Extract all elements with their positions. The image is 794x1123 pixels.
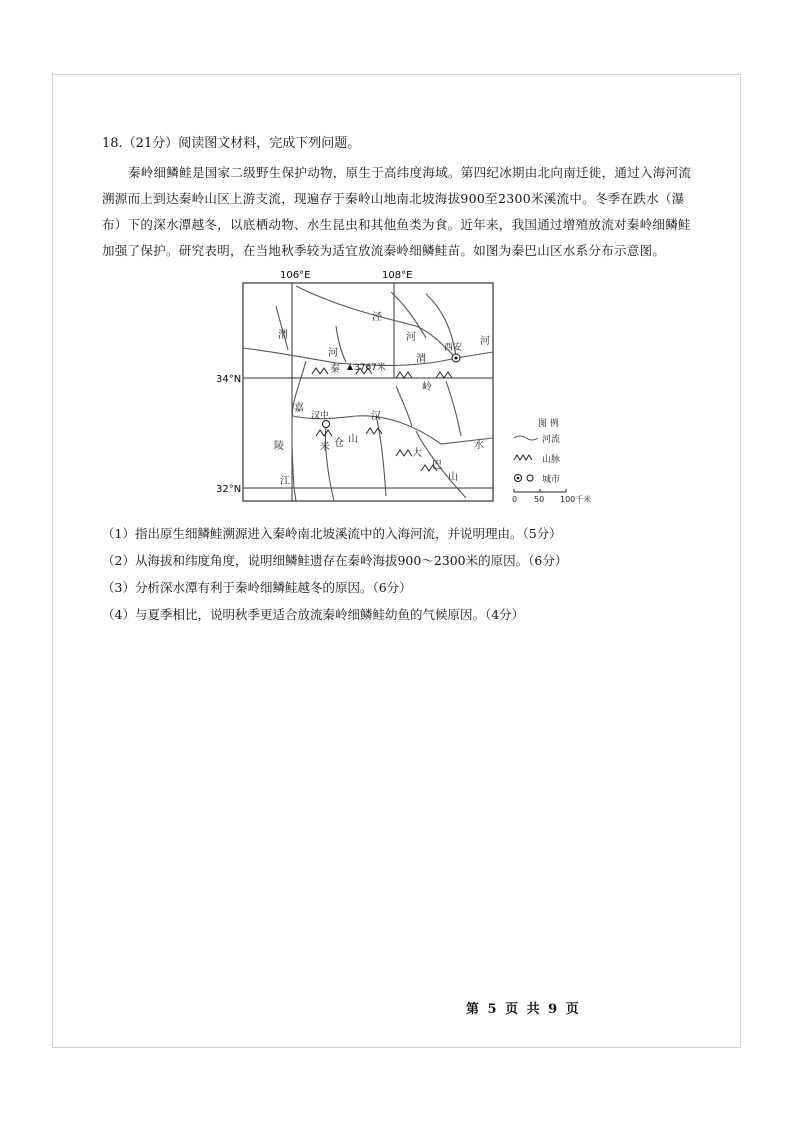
sub-question-1: （1）指出原生细鳞鲑溯源进入秦岭南北坡溪流中的入海河流，并说明理由。（5分）	[102, 526, 562, 541]
lat-label-32: 32°N	[216, 484, 242, 495]
city-label-xian: 西安	[444, 343, 463, 353]
river-label-jing-2: 河	[406, 332, 416, 343]
mountain-label-daba-1: 大	[412, 448, 422, 459]
city-label-hanzhong: 汉中	[311, 411, 330, 421]
scale-bar	[514, 489, 566, 492]
question-material: 秦岭细鳞鲑是国家二级野生保护动物，原生于高纬度海域。第四纪冰期由北向南迁徙，通过入海河流溯源而上到达秦岭山区上游支流，现遍存于秦岭山地南北坡海拔900至2300米溪流中。冬季在跌水（瀑布）下的深水潭越冬，以底栖动物、水生昆虫和其他鱼类为食。近年来，我国通过增殖放流对秦岭细鳞鲑加强了保护。研究表明，在当地秋季较为适宜放流秦岭细鳞鲑苗。如图为秦巴山区水系分布示意图。	[102, 165, 692, 258]
mountain-label-micang-1: 米	[320, 442, 330, 453]
qinba-river-map	[216, 266, 616, 516]
scale-100: 100千米	[560, 495, 592, 504]
map-legend	[512, 417, 591, 504]
river-label-han-1: 汉	[371, 411, 381, 422]
sub-question-4: （4）与夏季相比，说明秋季更适合放流秦岭细鳞鲑幼鱼的气候原因。（4分）	[102, 607, 525, 622]
sub-question-3: （3）分析深水潭有利于秦岭细鳞鲑越冬的原因。（6分）	[102, 580, 412, 595]
river-label-wei-2: 河	[328, 348, 338, 359]
river-label-wei-4: 河	[480, 336, 490, 347]
scale-0: 0	[512, 495, 518, 504]
sub-question-2: （2）从海拔和纬度角度，说明细鳞鲑遗存在秦岭海拔900～2300米的原因。（6分）	[102, 553, 568, 568]
scale-50: 50	[534, 495, 545, 504]
river-label-han-2: 水	[474, 440, 484, 451]
river-label-jialing-3: 江	[280, 476, 290, 487]
lon-label-108: 108°E	[382, 270, 413, 281]
mountain-label-qinling-1: 秦	[330, 364, 340, 375]
legend-river: 河流	[542, 435, 561, 445]
river-label-jialing-2: 陵	[274, 441, 284, 452]
lat-label-34: 34°N	[216, 374, 242, 385]
river-label-jialing-1: 嘉	[294, 403, 304, 414]
lon-label-106: 106°E	[280, 270, 311, 281]
legend-mountain: 山脉	[542, 455, 561, 465]
legend-city: 城市	[542, 475, 561, 485]
mountain-label-daba-2: 巴	[432, 460, 442, 471]
peak-label: 3767米	[354, 363, 386, 373]
mountain-label-micang-2: 仓	[334, 438, 344, 449]
river-label-jing-1: 泾	[372, 312, 382, 323]
mountain-label-qinling-2: 岭	[422, 382, 432, 393]
mountain-label-daba-3: 山	[448, 472, 458, 483]
legend-title: 图 例	[538, 419, 559, 429]
page-number: 第 5 页 共 9 页	[466, 1002, 581, 1017]
river-label-wei-3: 渭	[416, 354, 426, 365]
city-hanzhong-symbol	[323, 421, 330, 428]
question-title: 18.（21分）阅读图文材料，完成下列问题。	[102, 136, 361, 151]
sub-question-list	[102, 520, 567, 628]
mountain-label-micang-3: 山	[348, 434, 358, 445]
map-frame	[243, 283, 493, 501]
river-label-wei-1: 渭	[278, 330, 288, 341]
